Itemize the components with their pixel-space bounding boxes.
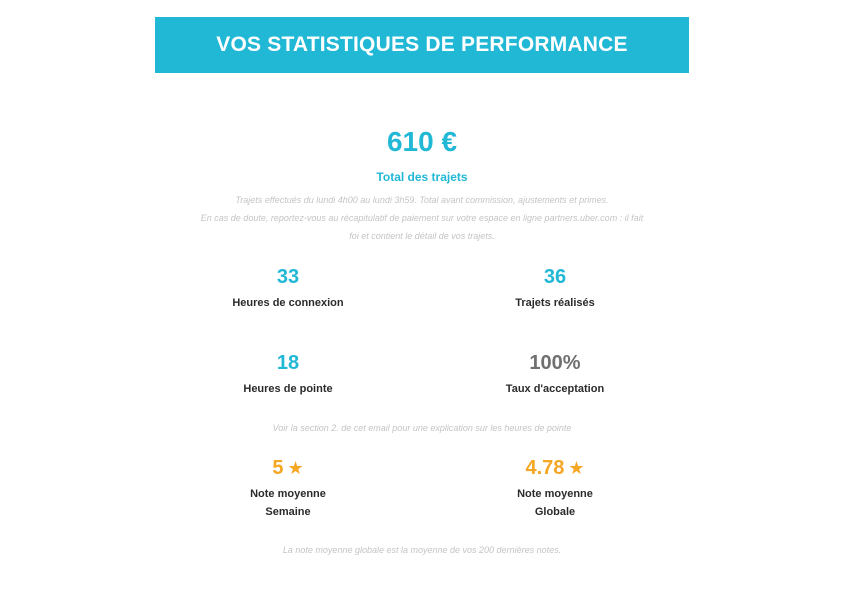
stat-value: 100% [529, 352, 581, 374]
total-note-line: foi et contient le détail de vos trajets. [349, 231, 495, 241]
rating-value-line [188, 455, 388, 481]
star-icon: ★ [287, 458, 304, 478]
rating-note: La note moyenne globale est la moyenne de vos 200 dernières notes. [282, 545, 562, 555]
total-note [150, 191, 694, 245]
stat-label: Taux d'acceptation [505, 383, 605, 395]
peak-hours-note: Voir la section 2. de cet email pour une explication sur les heures de pointe [272, 423, 572, 433]
total-note-line: Trajets effectués du lundi 4h00 au lundi 3h59. Total avant commission, ajustements et primes. [235, 195, 609, 205]
stat-value: 36 [543, 266, 567, 288]
star-icon: ★ [568, 458, 585, 478]
rating-label-line: Note moyenne [250, 488, 326, 500]
stat-peak-hours [188, 350, 388, 398]
stat-acceptance-rate [455, 350, 655, 398]
total-label: Total des trajets [376, 170, 468, 184]
rating-label [188, 485, 388, 521]
rating-value-line [455, 455, 655, 481]
rating-label-line: Globale [534, 506, 576, 518]
rating-value: 5 [272, 457, 284, 479]
total-amount: 610 € [386, 126, 458, 157]
rating-week [188, 455, 388, 521]
stat-connection-hours [188, 264, 388, 312]
stat-label: Trajets réalisés [515, 297, 595, 309]
header-banner [155, 17, 689, 73]
rating-label [455, 485, 655, 521]
total-note-line: En cas de doute, reportez-vous au récapitulatif de paiement sur votre espace en ligne partners.uber.com : il fait [200, 213, 644, 223]
stat-label: Heures de connexion [232, 297, 344, 309]
stat-value: 33 [276, 266, 300, 288]
rating-value: 4.78 [525, 457, 565, 479]
stat-label: Heures de pointe [243, 383, 333, 395]
stat-value: 18 [276, 352, 300, 374]
rating-label-line: Semaine [265, 506, 311, 518]
stat-trips-completed [455, 264, 655, 312]
page-title: VOS STATISTIQUES DE PERFORMANCE [216, 33, 628, 56]
rating-label-line: Note moyenne [517, 488, 593, 500]
rating-overall [455, 455, 655, 521]
